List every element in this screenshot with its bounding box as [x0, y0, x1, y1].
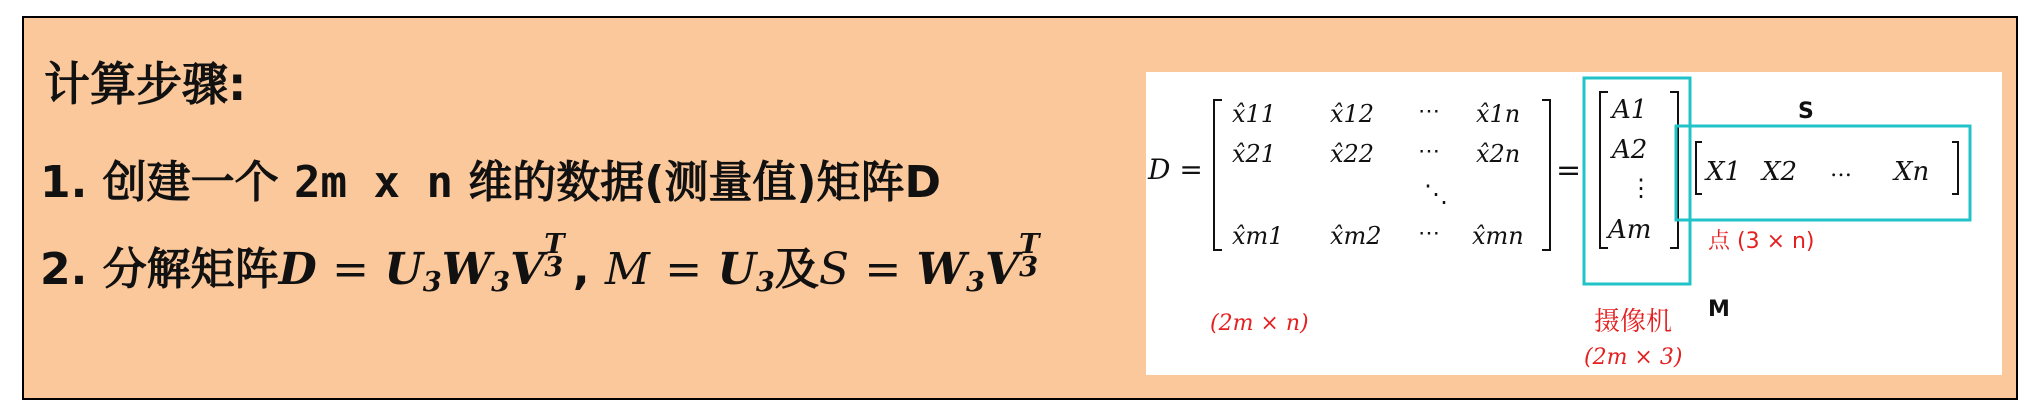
formula-W-2: W: [916, 244, 966, 295]
dots-row1: ⋯: [1418, 99, 1440, 124]
step-1-number: 1.: [40, 157, 88, 208]
formula-U: U: [384, 244, 423, 295]
step-1: [40, 146, 941, 210]
entry-xm2: x̂m2: [1330, 222, 1382, 250]
entry-Xn: Xn: [1894, 157, 1930, 187]
entry-A1: A1: [1612, 95, 1648, 125]
entry-xm1: x̂m1: [1232, 222, 1284, 250]
formula-U-2-sub: 3: [755, 265, 775, 298]
dots-vertical: ⋮: [1629, 174, 1653, 202]
formula-comma: ,: [572, 244, 590, 295]
formula-V: V: [510, 244, 545, 295]
entry-A2: A2: [1612, 135, 1648, 165]
camera-dimension-label: (2m × 3): [1584, 345, 1683, 370]
entry-x12: x̂12: [1330, 100, 1375, 128]
formula-V-sup: T: [544, 227, 565, 260]
formula-V-2: V: [984, 244, 1020, 295]
entry-Am: Am: [1608, 215, 1652, 245]
A-left-bracket: [1600, 92, 1608, 248]
step-2: [40, 227, 1048, 298]
S-label: S: [1798, 99, 1814, 124]
formula-eq-2: =: [665, 244, 703, 295]
camera-label: 摄像机: [1594, 307, 1673, 337]
formula-eq-1: =: [332, 244, 370, 295]
entry-x1n: x̂1n: [1476, 100, 1521, 128]
diagram-D-label: D =: [1148, 153, 1203, 186]
step-2-prefix: 分解矩阵: [102, 244, 279, 295]
factorization-diagram: [1146, 72, 2002, 375]
entry-xmn: x̂mn: [1472, 222, 1524, 250]
formula-V-2-sub: 3: [1019, 251, 1039, 284]
formula-V-2-sup: T: [1019, 227, 1040, 260]
step-1-suffix: 维的数据(测量值)矩阵D: [468, 157, 942, 208]
diagram-equals: =: [1556, 153, 1582, 188]
step-1-dims: 2m x n: [294, 157, 453, 208]
formula-U-2: U: [717, 244, 756, 295]
D-right-bracket: [1542, 100, 1550, 250]
dots-diagonal: ⋱: [1424, 180, 1448, 208]
formula-W-sub: 3: [491, 265, 511, 298]
entry-X1: X1: [1706, 157, 1742, 187]
entry-x11: x̂11: [1232, 100, 1277, 128]
points-label: 点 (3 × n): [1708, 229, 1815, 254]
X-right-bracket: [1952, 142, 1958, 194]
step-1-prefix: 创建一个: [102, 157, 279, 208]
dots-rowm: ⋯: [1418, 221, 1440, 246]
formula-ji: 及: [774, 244, 819, 295]
formula-U-sub: 3: [422, 265, 442, 298]
dots-X: …: [1830, 157, 1852, 182]
D-dimension-label: (2m × n): [1210, 311, 1309, 336]
step-2-number: 2.: [40, 244, 88, 295]
heading: 计算步骤:: [44, 57, 247, 111]
formula-V-sub: 3: [544, 251, 564, 284]
formula-eq-3: =: [864, 244, 902, 295]
formula-W: W: [441, 244, 492, 295]
formula-D: D: [278, 244, 317, 295]
D-left-bracket: [1214, 100, 1222, 250]
entry-X2: X2: [1762, 157, 1798, 187]
entry-x21: x̂21: [1232, 140, 1277, 168]
factorization-svg: [1146, 72, 2002, 375]
dots-row2: ⋯: [1418, 139, 1440, 164]
entry-x2n: x̂2n: [1476, 140, 1521, 168]
X-left-bracket: [1696, 142, 1702, 194]
M-label: M: [1708, 297, 1730, 322]
entry-x22: x̂22: [1330, 140, 1375, 168]
formula-M: M: [604, 244, 650, 295]
formula-S: S: [818, 244, 850, 295]
formula-W-2-sub: 3: [965, 265, 985, 298]
